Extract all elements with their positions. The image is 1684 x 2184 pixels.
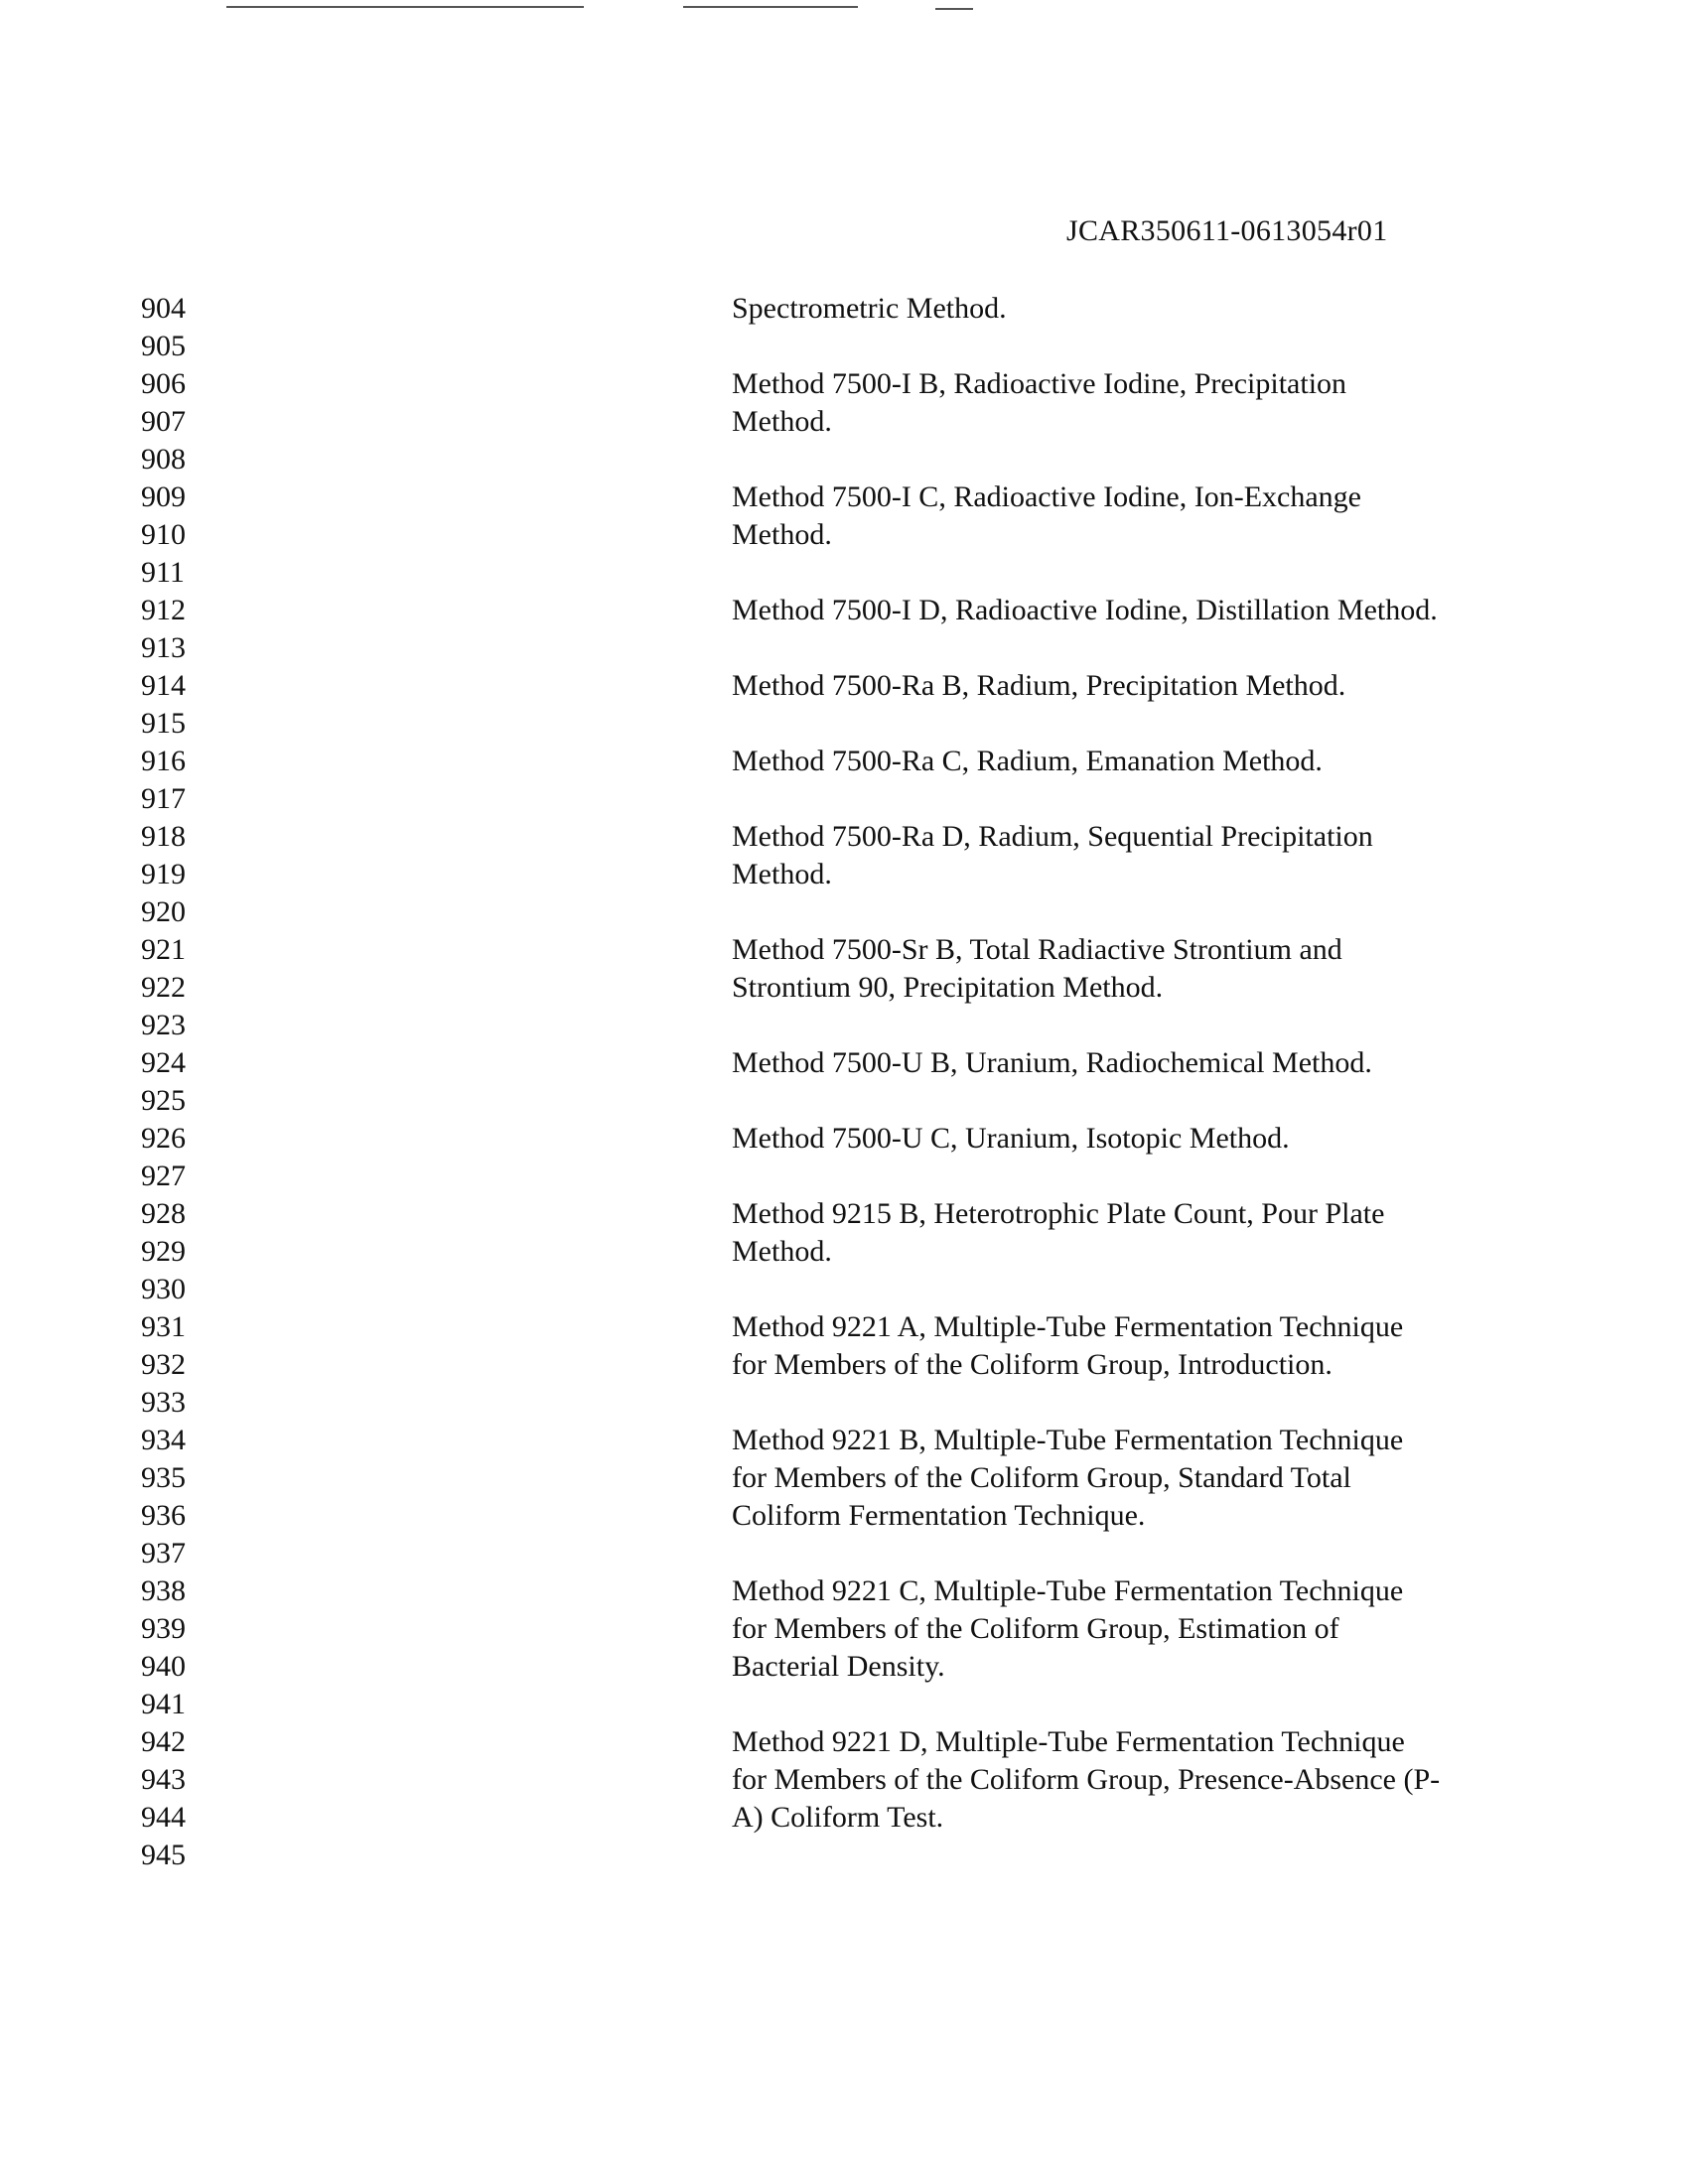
line-number: 917 — [141, 782, 186, 815]
text-line: Strontium 90, Precipitation Method. — [732, 971, 1164, 1004]
line-number: 918 — [141, 820, 186, 853]
text-line: Method. — [732, 405, 832, 438]
line-number: 942 — [141, 1725, 186, 1758]
text-line — [732, 328, 1625, 365]
text-line: for Members of the Coliform Group, Estimation of — [732, 1612, 1339, 1645]
text-line: Method 7500-I D, Radioactive Iodine, Distillation Method. — [732, 594, 1438, 626]
text-line: Method 7500-U C, Uranium, Isotopic Method. — [732, 1122, 1290, 1155]
text-line — [732, 780, 1625, 818]
text-line: Method. — [732, 858, 832, 890]
line-number: 912 — [141, 594, 186, 626]
document-body — [732, 290, 1625, 1874]
text-line: Method 7500-Sr B, Total Radiactive Strontium and — [732, 933, 1342, 966]
line-number: 904 — [141, 292, 186, 325]
scan-artifact-rule — [935, 8, 973, 10]
text-line: Spectrometric Method. — [732, 292, 1007, 325]
line-number: 941 — [141, 1688, 186, 1720]
text-line: Method 9221 D, Multiple-Tube Fermentation Technique — [732, 1725, 1405, 1758]
line-number: 913 — [141, 631, 186, 664]
text-line — [732, 1686, 1625, 1723]
line-number: 936 — [141, 1499, 186, 1532]
text-line: Method 7500-I C, Radioactive Iodine, Ion-Exchange — [732, 480, 1361, 513]
line-number: 945 — [141, 1839, 186, 1871]
line-number: 920 — [141, 895, 186, 928]
text-line: Method 7500-I B, Radioactive Iodine, Precipitation — [732, 367, 1347, 400]
text-line: Method. — [732, 518, 832, 551]
text-line — [732, 1007, 1625, 1044]
line-number: 938 — [141, 1574, 186, 1607]
text-line — [732, 705, 1625, 743]
line-number: 943 — [141, 1763, 186, 1796]
line-number: 940 — [141, 1650, 186, 1683]
line-number: 916 — [141, 745, 186, 777]
text-line — [732, 441, 1625, 478]
line-number: 934 — [141, 1424, 186, 1456]
scan-artifact-rule — [683, 6, 858, 8]
line-number: 930 — [141, 1273, 186, 1305]
line-number: 924 — [141, 1046, 186, 1079]
text-line: Method 7500-Ra C, Radium, Emanation Method. — [732, 745, 1323, 777]
line-number: 910 — [141, 518, 186, 551]
line-number: 907 — [141, 405, 186, 438]
line-number: 937 — [141, 1537, 186, 1570]
text-line: Method 7500-Ra B, Radium, Precipitation Method. — [732, 669, 1346, 702]
document-id: JCAR350611-0613054r01 — [1066, 214, 1388, 247]
line-number: 914 — [141, 669, 186, 702]
line-number: 911 — [141, 556, 185, 589]
text-line: for Members of the Coliform Group, Introduction. — [732, 1348, 1333, 1381]
line-number: 931 — [141, 1310, 186, 1343]
text-line — [732, 1082, 1625, 1120]
line-number: 927 — [141, 1160, 186, 1192]
text-line: Method 9221 A, Multiple-Tube Fermentation Technique — [732, 1310, 1404, 1343]
line-number: 944 — [141, 1801, 186, 1834]
line-number: 925 — [141, 1084, 186, 1117]
text-line: A) Coliform Test. — [732, 1801, 944, 1834]
scan-artifact-rule — [226, 6, 584, 8]
text-line: Method 7500-U B, Uranium, Radiochemical Method. — [732, 1046, 1372, 1079]
text-line — [732, 1535, 1625, 1572]
text-line — [732, 1158, 1625, 1195]
text-line — [732, 1271, 1625, 1308]
line-number: 932 — [141, 1348, 186, 1381]
text-line — [732, 893, 1625, 931]
text-line — [732, 554, 1625, 592]
line-number: 905 — [141, 330, 186, 362]
line-number: 928 — [141, 1197, 186, 1230]
line-number: 919 — [141, 858, 186, 890]
text-line: Method 9221 B, Multiple-Tube Fermentation Technique — [732, 1424, 1404, 1456]
line-number: 908 — [141, 443, 186, 476]
line-number: 909 — [141, 480, 186, 513]
text-line — [732, 629, 1625, 667]
line-number: 915 — [141, 707, 186, 740]
text-line: Coliform Fermentation Technique. — [732, 1499, 1146, 1532]
text-line: for Members of the Coliform Group, Presence-Absence (P- — [732, 1763, 1441, 1796]
line-number: 929 — [141, 1235, 186, 1268]
line-number: 926 — [141, 1122, 186, 1155]
text-line: Method. — [732, 1235, 832, 1268]
line-number-column — [141, 290, 210, 1874]
line-number: 935 — [141, 1461, 186, 1494]
text-line — [732, 1384, 1625, 1422]
text-line: for Members of the Coliform Group, Standard Total — [732, 1461, 1351, 1494]
text-line: Method 7500-Ra D, Radium, Sequential Precipitation — [732, 820, 1373, 853]
line-number: 906 — [141, 367, 186, 400]
text-line — [732, 1837, 1625, 1874]
line-number: 933 — [141, 1386, 186, 1419]
line-number: 923 — [141, 1009, 186, 1041]
line-number: 922 — [141, 971, 186, 1004]
text-line: Bacterial Density. — [732, 1650, 945, 1683]
text-line: Method 9215 B, Heterotrophic Plate Count, Pour Plate — [732, 1197, 1385, 1230]
text-line: Method 9221 C, Multiple-Tube Fermentation Technique — [732, 1574, 1404, 1607]
line-number: 921 — [141, 933, 186, 966]
line-number: 939 — [141, 1612, 186, 1645]
